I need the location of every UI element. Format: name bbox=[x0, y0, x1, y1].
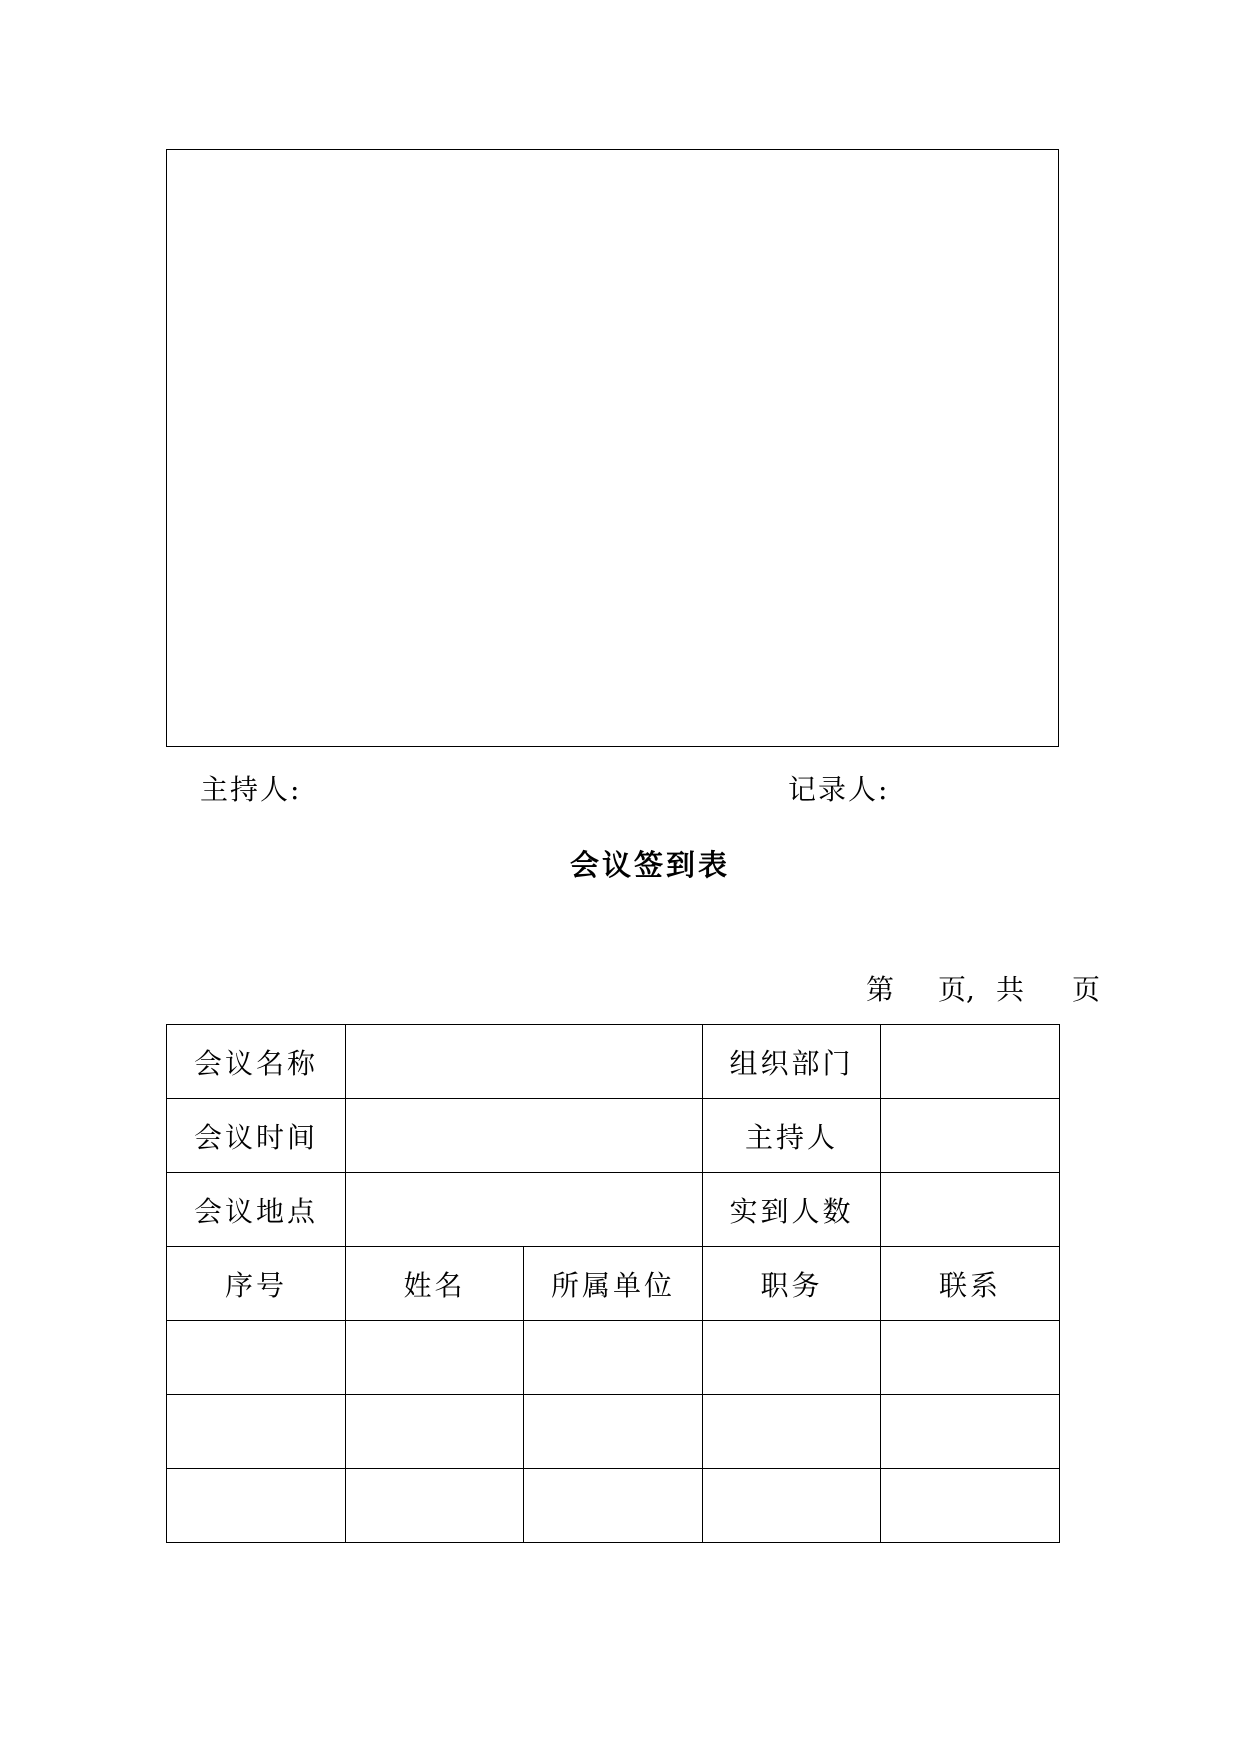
table-cell[interactable] bbox=[346, 1395, 524, 1469]
meeting-time-row bbox=[167, 1099, 1060, 1173]
page-indicator-page: 页, bbox=[938, 973, 975, 1006]
table-cell[interactable] bbox=[524, 1395, 703, 1469]
meeting-time-field[interactable] bbox=[346, 1099, 703, 1173]
table-cell[interactable] bbox=[346, 1469, 524, 1543]
meeting-place-label: 会议地点 bbox=[167, 1173, 346, 1247]
table-cell[interactable] bbox=[703, 1321, 881, 1395]
page-indicator-pages: 页 bbox=[1072, 973, 1101, 1006]
host-field[interactable] bbox=[881, 1099, 1060, 1173]
table-cell[interactable] bbox=[881, 1321, 1060, 1395]
table-cell[interactable] bbox=[167, 1321, 346, 1395]
meeting-notes-box bbox=[166, 149, 1059, 747]
page-indicator-di: 第 bbox=[866, 973, 895, 1006]
meeting-name-row bbox=[167, 1025, 1060, 1099]
org-dept-field[interactable] bbox=[881, 1025, 1060, 1099]
meeting-time-label: 会议时间 bbox=[167, 1099, 346, 1173]
table-cell[interactable] bbox=[524, 1321, 703, 1395]
host-signature-label: 主持人: bbox=[200, 773, 302, 806]
meeting-name-field[interactable] bbox=[346, 1025, 703, 1099]
column-header-unit: 所属单位 bbox=[524, 1247, 703, 1321]
column-header-name: 姓名 bbox=[346, 1247, 524, 1321]
table-cell[interactable] bbox=[881, 1469, 1060, 1543]
column-header-index: 序号 bbox=[167, 1247, 346, 1321]
table-row bbox=[167, 1395, 1060, 1469]
recorder-signature-label: 记录人: bbox=[788, 773, 890, 806]
table-cell[interactable] bbox=[703, 1395, 881, 1469]
meeting-place-field[interactable] bbox=[346, 1173, 703, 1247]
meeting-place-row bbox=[167, 1173, 1060, 1247]
table-cell[interactable] bbox=[881, 1395, 1060, 1469]
attendance-field[interactable] bbox=[881, 1173, 1060, 1247]
host-label: 主持人 bbox=[703, 1099, 881, 1173]
table-cell[interactable] bbox=[524, 1469, 703, 1543]
table-row bbox=[167, 1321, 1060, 1395]
org-dept-label: 组织部门 bbox=[703, 1025, 881, 1099]
sign-in-table bbox=[166, 1024, 1060, 1543]
table-cell[interactable] bbox=[167, 1469, 346, 1543]
table-cell[interactable] bbox=[167, 1395, 346, 1469]
form-title: 会议签到表 bbox=[569, 848, 730, 882]
attendance-label: 实到人数 bbox=[703, 1173, 881, 1247]
meeting-name-label: 会议名称 bbox=[167, 1025, 346, 1099]
table-row bbox=[167, 1469, 1060, 1543]
table-cell[interactable] bbox=[346, 1321, 524, 1395]
column-header-position: 职务 bbox=[703, 1247, 881, 1321]
column-header-contact: 联系 bbox=[881, 1247, 1060, 1321]
column-header-row bbox=[167, 1247, 1060, 1321]
table-cell[interactable] bbox=[703, 1469, 881, 1543]
page-indicator-total: 共 bbox=[996, 973, 1025, 1006]
